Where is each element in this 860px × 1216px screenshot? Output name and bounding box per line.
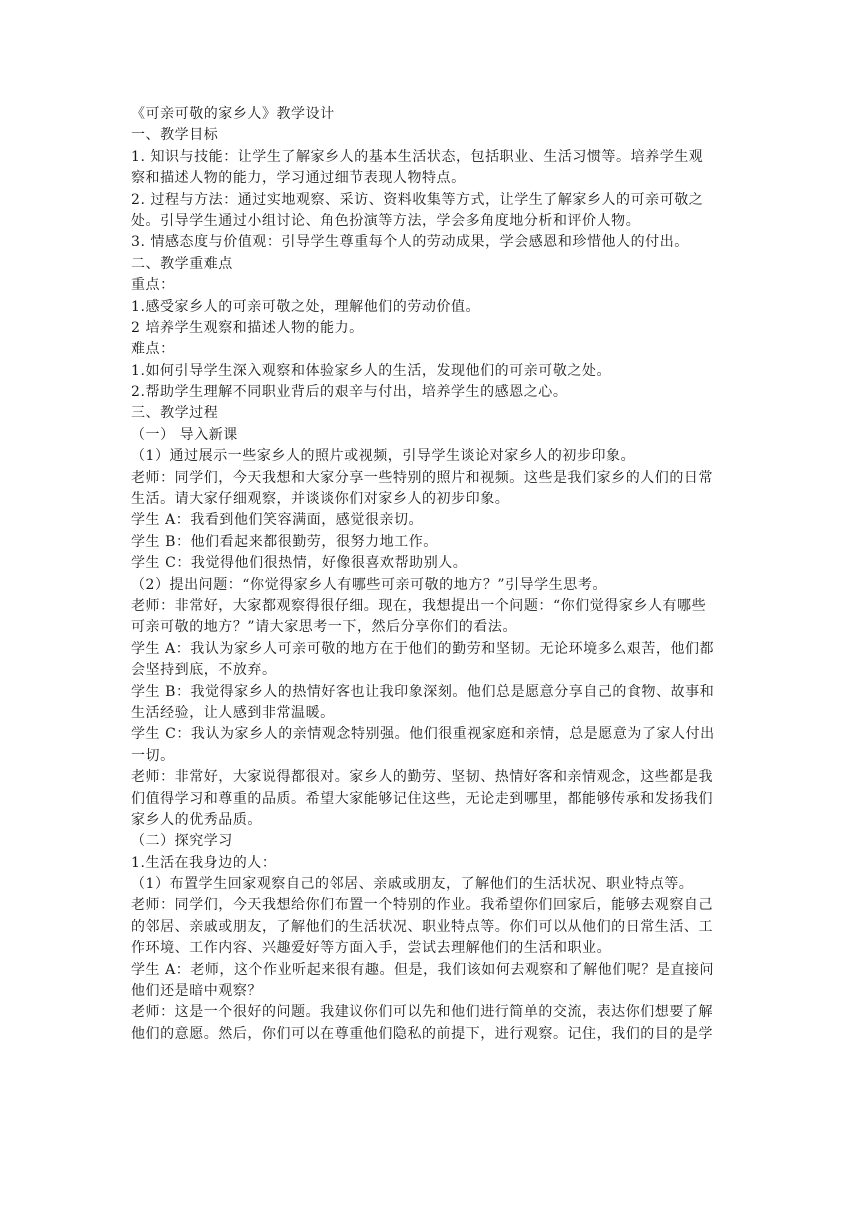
paragraph-line: 学生 A：我认为家乡人可亲可敬的地方在于他们的勤劳和坚韧。无论环境多么艰苦，他们都 <box>131 640 715 657</box>
paragraph-line: 他们还是暗中观察？ <box>131 983 262 1000</box>
paragraph-line: 生活。请大家仔细观察，并谈谈你们对家乡人的初步印象。 <box>131 491 510 508</box>
paragraph-line: 家乡人的优秀品质。 <box>131 811 262 828</box>
paragraph-line: 老师：这是一个很好的问题。我建议你们可以先和他们进行简单的交流，表达你们想要了解 <box>131 1004 713 1021</box>
paragraph-line: 学生 B：他们看起来都很勤劳，很努力地工作。 <box>131 533 438 550</box>
paragraph-line: 3. 情感态度与价值观：引导学生尊重每个人的劳动成果，学会感恩和珍惜他人的付出。 <box>131 234 689 251</box>
subheading: （二）探究学习 <box>131 833 233 850</box>
subheading: 重点： <box>131 277 175 294</box>
paragraph-line: 一切。 <box>131 747 175 764</box>
paragraph-line: 2. 过程与方法：通过实地观察、采访、资料收集等方式，让学生了解家乡人的可亲可敬之 <box>131 191 704 208</box>
document-title: 《可亲可敬的家乡人》教学设计 <box>131 106 335 122</box>
paragraph-line: 1.如何引导学生深入观察和体验家乡人的生活，发现他们的可亲可敬之处。 <box>131 362 612 379</box>
paragraph-line: 1.生活在我身边的人： <box>131 854 277 871</box>
paragraph-line: 2 培养学生观察和描述人物的能力。 <box>131 319 364 336</box>
section-heading: 二、教学重难点 <box>131 255 233 272</box>
document-body <box>131 104 736 1045</box>
paragraph-line: 的邻居、亲戚或朋友，了解他们的生活状况、职业特点等。你们可以从他们的日常生活、工 <box>131 918 713 935</box>
subheading: 难点： <box>131 341 175 358</box>
paragraph-line: 学生 C：我觉得他们很热情，好像很喜欢帮助别人。 <box>131 555 468 572</box>
paragraph-line: 处。引导学生通过小组讨论、角色扮演等方法，学会多角度地分析和评价人物。 <box>131 212 641 229</box>
paragraph-line: 2.帮助学生理解不同职业背后的艰辛与付出，培养学生的感恩之心。 <box>131 384 568 401</box>
paragraph-line: 老师：同学们，今天我想给你们布置一个特别的作业。我希望你们回家后，能够去观察自己 <box>131 897 713 914</box>
paragraph-line: 老师：非常好，大家说得都很对。家乡人的勤劳、坚韧、热情好客和亲情观念，这些都是我 <box>131 769 713 786</box>
paragraph-line: 1. 知识与技能：让学生了解家乡人的基本生活状态，包括职业、生活习惯等。培养学生观 <box>131 148 704 165</box>
paragraph-line: 老师：同学们，今天我想和大家分享一些特别的照片和视频。这些是我们家乡的人们的日常 <box>131 469 713 486</box>
paragraph-line: 察和描述人物的能力，学习通过细节表现人物特点。 <box>131 170 466 187</box>
paragraph-line: 1.感受家乡人的可亲可敬之处，理解他们的劳动价值。 <box>131 298 481 315</box>
paragraph-line: 学生 A：我看到他们笑容满面，感觉很亲切。 <box>131 512 424 529</box>
paragraph-line: 们值得学习和尊重的品质。希望大家能够记住这些，无论走到哪里，都能够传承和发扬我们 <box>131 790 713 807</box>
subheading: （一） 导入新课 <box>131 426 238 443</box>
paragraph-line: （2）提出问题：“你觉得家乡人有哪些可亲可敬的地方？”引导学生思考。 <box>131 576 607 593</box>
paragraph-line: 学生 A：老师，这个作业听起来很有趣。但是，我们该如何去观察和了解他们呢？是直接问 <box>131 961 715 978</box>
paragraph-line: 学生 C：我认为家乡人的亲情观念特别强。他们很重视家庭和亲情，总是愿意为了家人付出 <box>131 726 715 743</box>
paragraph-line: 学生 B：我觉得家乡人的热情好客也让我印象深刻。他们总是愿意分享自己的食物、故事和 <box>131 683 715 700</box>
paragraph-line: 老师：非常好，大家都观察得很仔细。现在，我想提出一个问题：“你们觉得家乡人有哪些 <box>131 597 707 614</box>
paragraph-line: 可亲可敬的地方？”请大家思考一下，然后分享你们的看法。 <box>131 619 518 636</box>
section-heading: 一、教学目标 <box>131 127 219 144</box>
paragraph-line: 他们的意愿。然后，你们可以在尊重他们隐私的前提下，进行观察。记住，我们的目的是学 <box>131 1025 713 1042</box>
section-heading: 三、教学过程 <box>131 405 219 422</box>
paragraph-line: （1）通过展示一些家乡人的照片或视频，引导学生谈论对家乡人的初步印象。 <box>131 448 636 465</box>
paragraph-line: 作环境、工作内容、兴趣爱好等方面入手，尝试去理解他们的生活和职业。 <box>131 940 612 957</box>
paragraph-line: 会坚持到底，不放弃。 <box>131 662 277 679</box>
paragraph-line: （1）布置学生回家观察自己的邻居、亲戚或朋友，了解他们的生活状况、职业特点等。 <box>131 876 694 893</box>
paragraph-line: 生活经验，让人感到非常温暖。 <box>131 704 335 721</box>
